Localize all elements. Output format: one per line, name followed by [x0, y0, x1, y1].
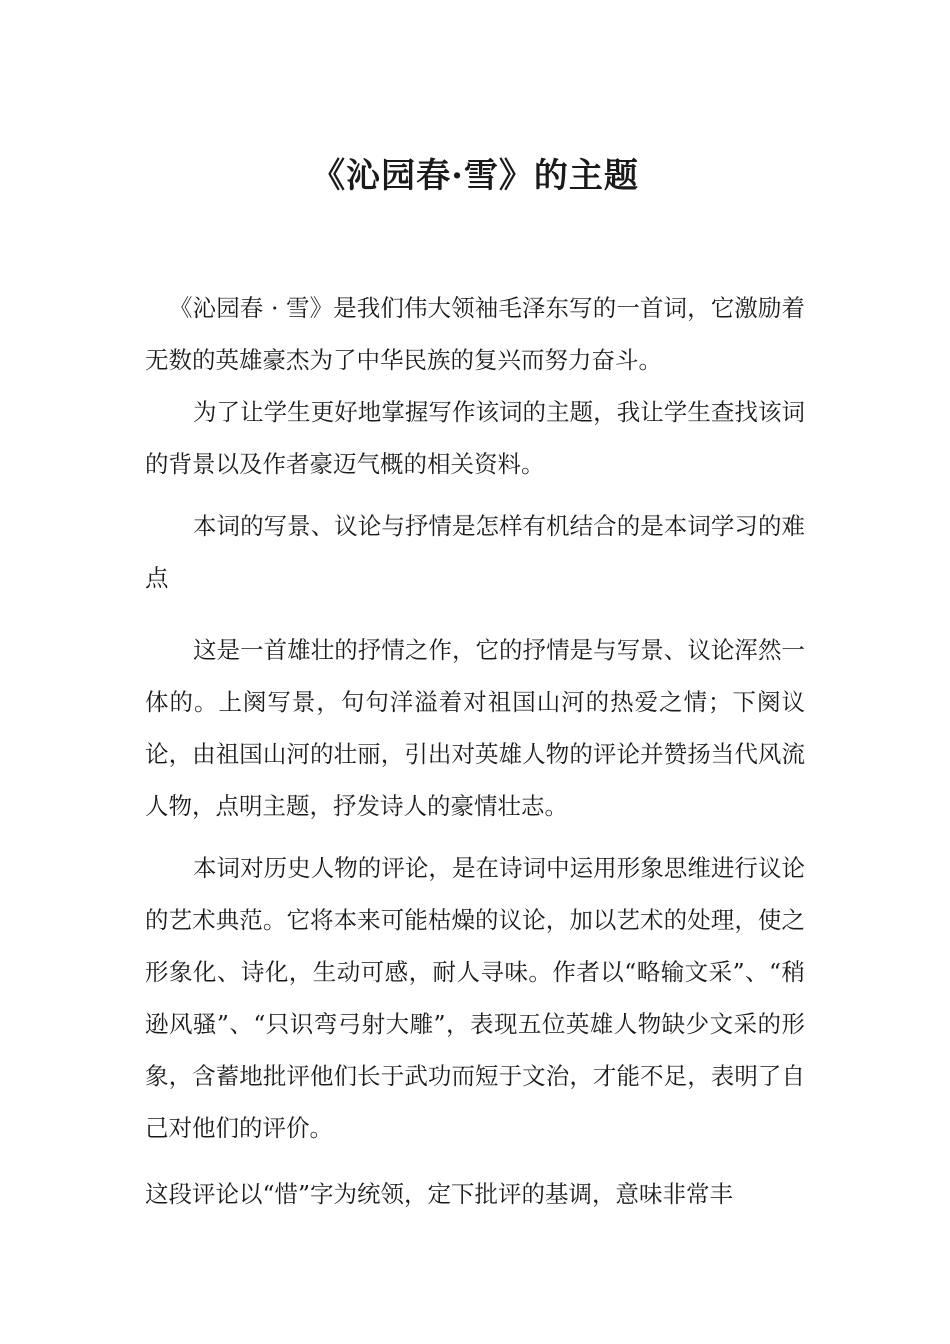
paragraph-intro: 《沁园春 · 雪》是我们伟大领袖毛泽东写的一首词，它激励着无数的英雄豪杰为了中华民族的复兴而努力奋斗。: [145, 294, 805, 374]
paragraph-background: 为了让学生更好地掌握写作该词的主题，我让学生查找该词的背景以及作者豪迈气概的相关资料。: [145, 398, 805, 478]
document-title: 《沁园春·雪》的主题: [311, 156, 639, 196]
paragraph-lyric-analysis: 这是一首雄壮的抒情之作，它的抒情是与写景、议论浑然一体的。上阕写景，句句洋溢着对祖国山河的热爱之情；下阕议论，由祖国山河的壮丽，引出对英雄人物的评论并赞扬当代风流人物，点明主题，抒发诗人的豪情壮志。: [145, 636, 805, 820]
paragraph-comment-tone: 这段评论以“惜”字为统领，定下批评的基调，意味非常丰: [145, 1180, 734, 1208]
paragraph-historical-figures: 本词对历史人物的评论，是在诗词中运用形象思维进行议论的艺术典范。它将本来可能枯燥的议论，加以艺术的处理，使之形象化、诗化，生动可感，耐人寻味。作者以“略输文采”、“稍逊风骚”、“只识弯弓射大雕”，表现五位英雄人物缺少文采的形象，含蓄地批评他们长于武功而短于文治，才能不足，表明了自己对他们的评价。: [145, 854, 805, 1142]
paragraph-difficulty: 本词的写景、议论与抒情是怎样有机结合的是本词学习的难点: [145, 512, 805, 592]
